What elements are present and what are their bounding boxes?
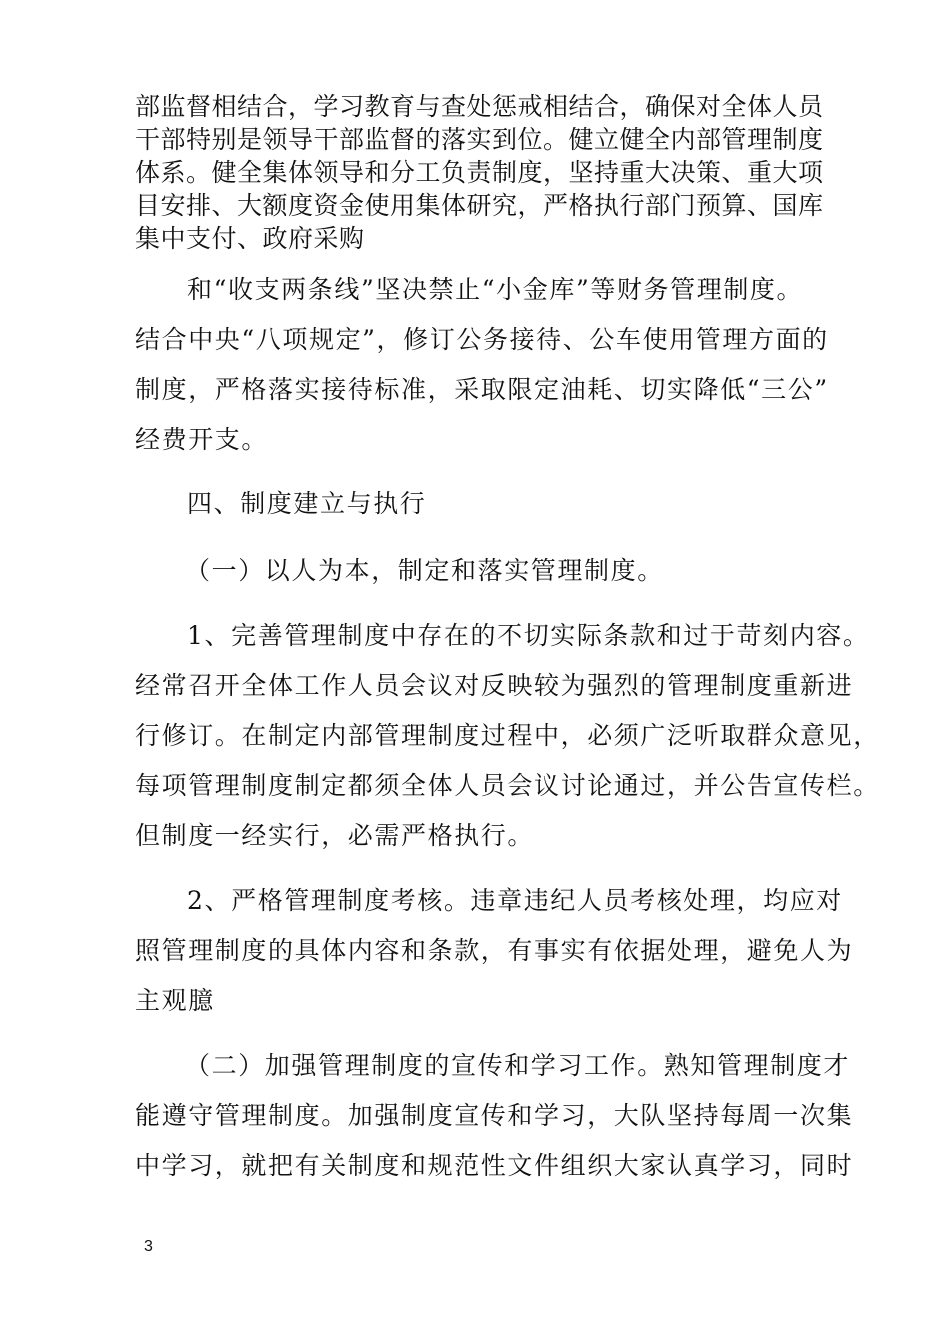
paragraph-line: 干部特别是领导干部监督的落实到位。健立健全内部管理制度 <box>135 125 824 154</box>
subsection-heading: （一）以人为本，制定和落实管理制度。 <box>185 556 664 585</box>
paragraph-line: 和“收支两条线”坚决禁止“小金库”等财务管理制度。 <box>187 275 804 304</box>
paragraph-line: 但制度一经实行，必需严格执行。 <box>135 821 535 850</box>
paragraph-line: 经常召开全体工作人员会议对反映较为强烈的管理制度重新进 <box>135 671 854 700</box>
paragraph-line: 集中支付、政府采购 <box>135 224 365 253</box>
paragraph-line: 部监督相结合，学习教育与查处惩戒相结合，确保对全体人员 <box>135 92 824 121</box>
paragraph-line: （二）加强管理制度的宣传和学习工作。熟知管理制度才 <box>185 1051 851 1080</box>
paragraph-line: 2、严格管理制度考核。违章违纪人员考核处理，均应对 <box>187 886 843 915</box>
paragraph-line: 制度，严格落实接待标准，采取限定油耗、切实降低“三公” <box>135 375 829 404</box>
section-heading: 四、制度建立与执行 <box>187 489 427 518</box>
paragraph-line: 每项管理制度制定都须全体人员会议讨论通过，并公告宣传栏。 <box>135 771 880 800</box>
page-number: 3 <box>144 1238 153 1255</box>
paragraph-line: 1、完善管理制度中存在的不切实际条款和过于苛刻内容。 <box>187 621 870 650</box>
paragraph-line: 照管理制度的具体内容和条款，有事实有依据处理，避免人为 <box>135 936 854 965</box>
paragraph-line: 体系。健全集体领导和分工负责制度，坚持重大决策、重大项 <box>135 158 824 187</box>
paragraph-line: 目安排、大额度资金使用集体研究，严格执行部门预算、国库 <box>135 191 824 220</box>
paragraph-line: 经费开支。 <box>135 425 269 454</box>
paragraph-line: 行修订。在制定内部管理制度过程中，必须广泛听取群众意见， <box>135 721 880 750</box>
paragraph-line: 中学习，就把有关制度和规范性文件组织大家认真学习，同时 <box>135 1151 854 1180</box>
paragraph-line: 主观臆 <box>135 986 215 1015</box>
paragraph-line: 能遵守管理制度。加强制度宣传和学习，大队坚持每周一次集 <box>135 1101 854 1130</box>
paragraph-line: 结合中央“八项规定”，修订公务接待、公车使用管理方面的 <box>135 325 829 354</box>
